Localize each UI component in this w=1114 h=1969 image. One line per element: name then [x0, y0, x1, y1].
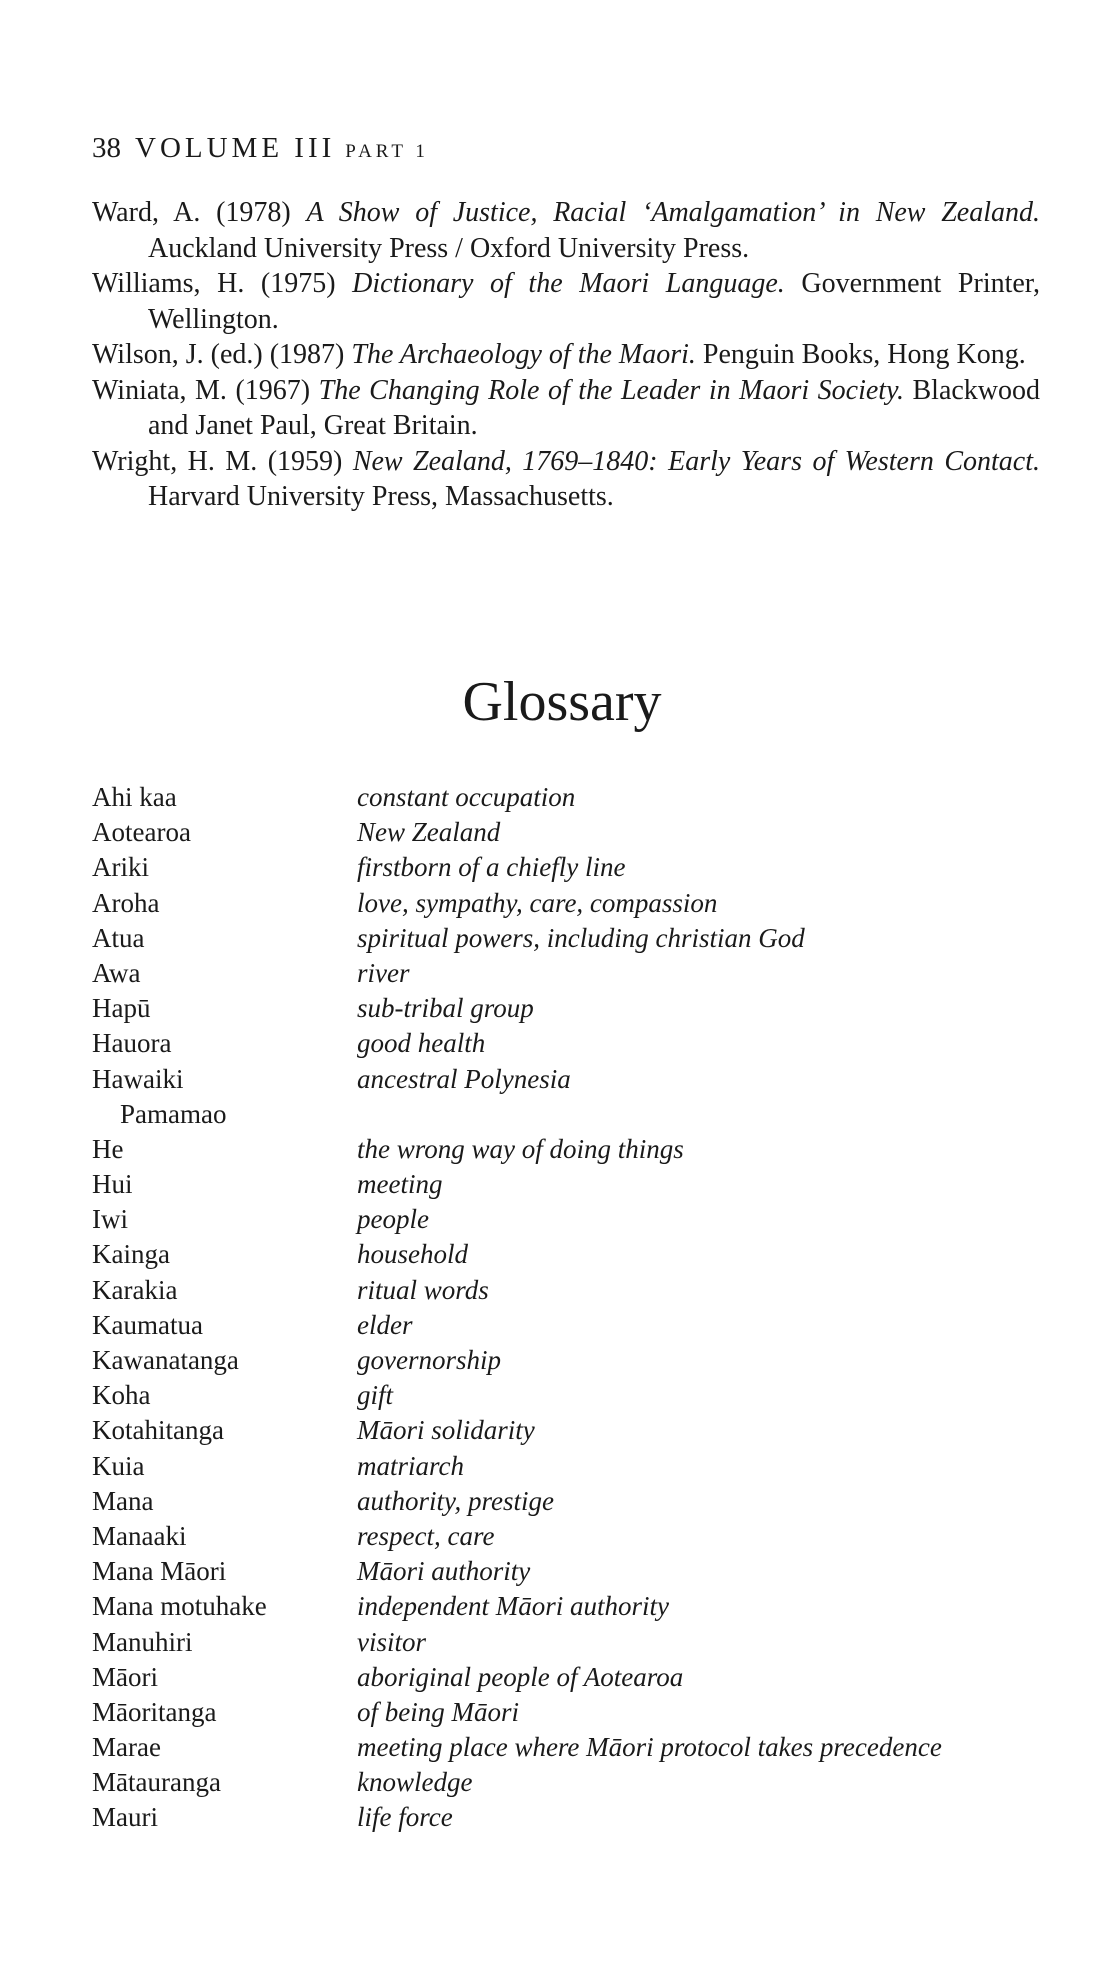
glossary-term: Atua — [92, 922, 145, 953]
glossary-row — [92, 1589, 1052, 1624]
glossary-term: Kawanatanga — [92, 1345, 239, 1375]
glossary-definition: knowledge — [357, 1767, 473, 1798]
glossary-definition: respect, care — [357, 1520, 495, 1551]
part-label: PART 1 — [345, 141, 429, 162]
glossary-term: Mātauranga — [92, 1767, 221, 1798]
glossary-definition: firstborn of a chiefly line — [357, 852, 626, 883]
glossary-definition: aboriginal people of Aotearoa — [357, 1661, 684, 1692]
glossary-definition: independent Māori authority — [357, 1591, 669, 1622]
reference-author: Winiata, M. (1967) — [92, 374, 319, 406]
reference-entry — [92, 266, 1040, 337]
glossary-term: Hawaiki — [92, 1063, 184, 1094]
reference-entry — [92, 337, 1040, 373]
glossary-row — [92, 1519, 1052, 1554]
glossary-row — [92, 1237, 1052, 1272]
glossary-term: Mauri — [92, 1802, 158, 1833]
glossary-definition: good health — [357, 1028, 486, 1059]
reference-publisher: Government Printer, Wellington. — [148, 268, 1041, 335]
glossary-definition: authority, prestige — [357, 1485, 554, 1516]
page-number: 38 — [92, 132, 121, 164]
glossary-definition: household — [357, 1239, 468, 1270]
glossary-row — [92, 1554, 1052, 1589]
reference-entry — [92, 444, 1040, 515]
glossary-term: Mana motuhake — [92, 1591, 267, 1622]
reference-author: Ward, A. (1978) — [92, 197, 307, 228]
glossary-definition: New Zealand — [357, 817, 501, 848]
reference-entry — [92, 195, 1040, 266]
glossary-row — [92, 1378, 1052, 1413]
reference-author: Wright, H. M. (1959) — [92, 445, 353, 477]
glossary-row — [92, 1026, 1052, 1061]
glossary-definition: Māori authority — [357, 1556, 531, 1587]
glossary-row — [92, 1449, 1052, 1484]
glossary-definition: matriarch — [357, 1450, 464, 1481]
glossary-term: Kainga — [92, 1239, 170, 1270]
glossary-definition: Māori solidarity — [357, 1415, 535, 1446]
glossary-term: Aroha — [92, 887, 160, 918]
glossary-term: Aotearoa — [92, 817, 191, 848]
reference-entry — [92, 373, 1040, 444]
glossary-definition: gift — [357, 1380, 394, 1411]
glossary-term: Mana Māori — [92, 1556, 227, 1587]
glossary-row — [92, 1765, 1052, 1800]
glossary-definition: visitor — [357, 1626, 427, 1657]
glossary-definition: river — [357, 957, 410, 988]
glossary-row — [92, 1730, 1052, 1765]
glossary-term: Karakia — [92, 1274, 178, 1305]
glossary-definition: meeting — [357, 1169, 443, 1200]
glossary-term: Manaaki — [92, 1520, 187, 1551]
glossary-definition: of being Māori — [357, 1696, 519, 1727]
glossary-row — [92, 1167, 1052, 1202]
glossary-row — [92, 1695, 1052, 1730]
glossary-term: Hauora — [92, 1028, 172, 1059]
glossary-heading: Glossary — [462, 671, 662, 733]
running-head — [92, 132, 429, 165]
glossary-term: Ariki — [92, 852, 149, 883]
glossary-definition: life force — [357, 1802, 453, 1833]
glossary-row — [92, 1202, 1052, 1237]
volume-label: VOLUME III — [135, 132, 336, 164]
reference-title: Dictionary of the Maori Language. — [352, 268, 785, 299]
glossary-row — [92, 956, 1052, 991]
glossary-term: Mana — [92, 1485, 154, 1516]
glossary-term: Iwi — [92, 1204, 128, 1235]
glossary-term: Pamamao — [120, 1098, 227, 1129]
glossary-term: He — [92, 1133, 124, 1164]
reference-publisher: Auckland University Press / Oxford University Press. — [148, 232, 750, 264]
glossary-definition: the wrong way of doing things — [357, 1133, 684, 1164]
glossary-term: Hui — [92, 1169, 133, 1200]
glossary-row — [92, 780, 1052, 815]
glossary-row — [92, 1413, 1052, 1448]
glossary-row — [92, 1097, 1052, 1132]
reference-title: New Zealand, 1769–1840: Early Years of Western Contact. — [352, 445, 1040, 477]
glossary-definition: constant occupation — [357, 782, 576, 812]
reference-title: The Archaeology of the Maori. — [351, 339, 696, 370]
glossary-definition: governorship — [357, 1345, 501, 1375]
glossary-list — [92, 780, 1052, 1836]
reference-title: The Changing Role of the Leader in Maori Society. — [318, 374, 904, 406]
glossary-term: Kaumatua — [92, 1309, 203, 1340]
glossary-row — [92, 1062, 1052, 1097]
glossary-term: Kuia — [92, 1450, 145, 1481]
glossary-row — [92, 1273, 1052, 1308]
glossary-row — [92, 1660, 1052, 1695]
glossary-term: Ahi kaa — [92, 782, 177, 812]
glossary-row — [92, 991, 1052, 1026]
reference-list — [92, 195, 1040, 515]
reference-author: Wilson, J. (ed.) (1987) — [92, 339, 352, 370]
glossary-row — [92, 1343, 1052, 1378]
glossary-row — [92, 886, 1052, 921]
reference-publisher: Harvard University Press, Massachusetts. — [148, 481, 614, 512]
glossary-definition: spiritual powers, including christian God — [357, 922, 805, 953]
glossary-row — [92, 1308, 1052, 1343]
glossary-term: Māori — [92, 1661, 158, 1692]
reference-publisher: Blackwood and Janet Paul, Great Britain. — [148, 374, 1041, 441]
glossary-term: Kotahitanga — [92, 1415, 224, 1446]
glossary-row — [92, 1625, 1052, 1660]
glossary-definition: meeting place where Māori protocol takes precedence — [357, 1732, 942, 1763]
reference-author: Williams, H. (1975) — [92, 268, 353, 299]
glossary-row — [92, 1800, 1052, 1835]
glossary-row — [92, 1132, 1052, 1167]
glossary-row — [92, 815, 1052, 850]
glossary-row — [92, 921, 1052, 956]
glossary-definition: ancestral Polynesia — [357, 1063, 571, 1094]
glossary-row — [92, 850, 1052, 885]
reference-title: A Show of Justice, Racial ‘Amalgamation’ in New Zealand. — [306, 197, 1040, 228]
glossary-term: Māoritanga — [92, 1696, 217, 1727]
glossary-row — [92, 1484, 1052, 1519]
glossary-definition: ritual words — [357, 1274, 489, 1305]
glossary-term: Hapū — [92, 993, 151, 1024]
glossary-term: Awa — [92, 957, 141, 988]
glossary-term: Koha — [92, 1380, 151, 1411]
glossary-term: Marae — [92, 1732, 161, 1763]
glossary-definition: elder — [357, 1309, 413, 1340]
glossary-definition: people — [357, 1204, 429, 1235]
glossary-definition: sub-tribal group — [357, 993, 534, 1024]
glossary-definition: love, sympathy, care, compassion — [357, 887, 718, 918]
reference-publisher: Penguin Books, Hong Kong. — [695, 339, 1026, 370]
glossary-term: Manuhiri — [92, 1626, 193, 1657]
